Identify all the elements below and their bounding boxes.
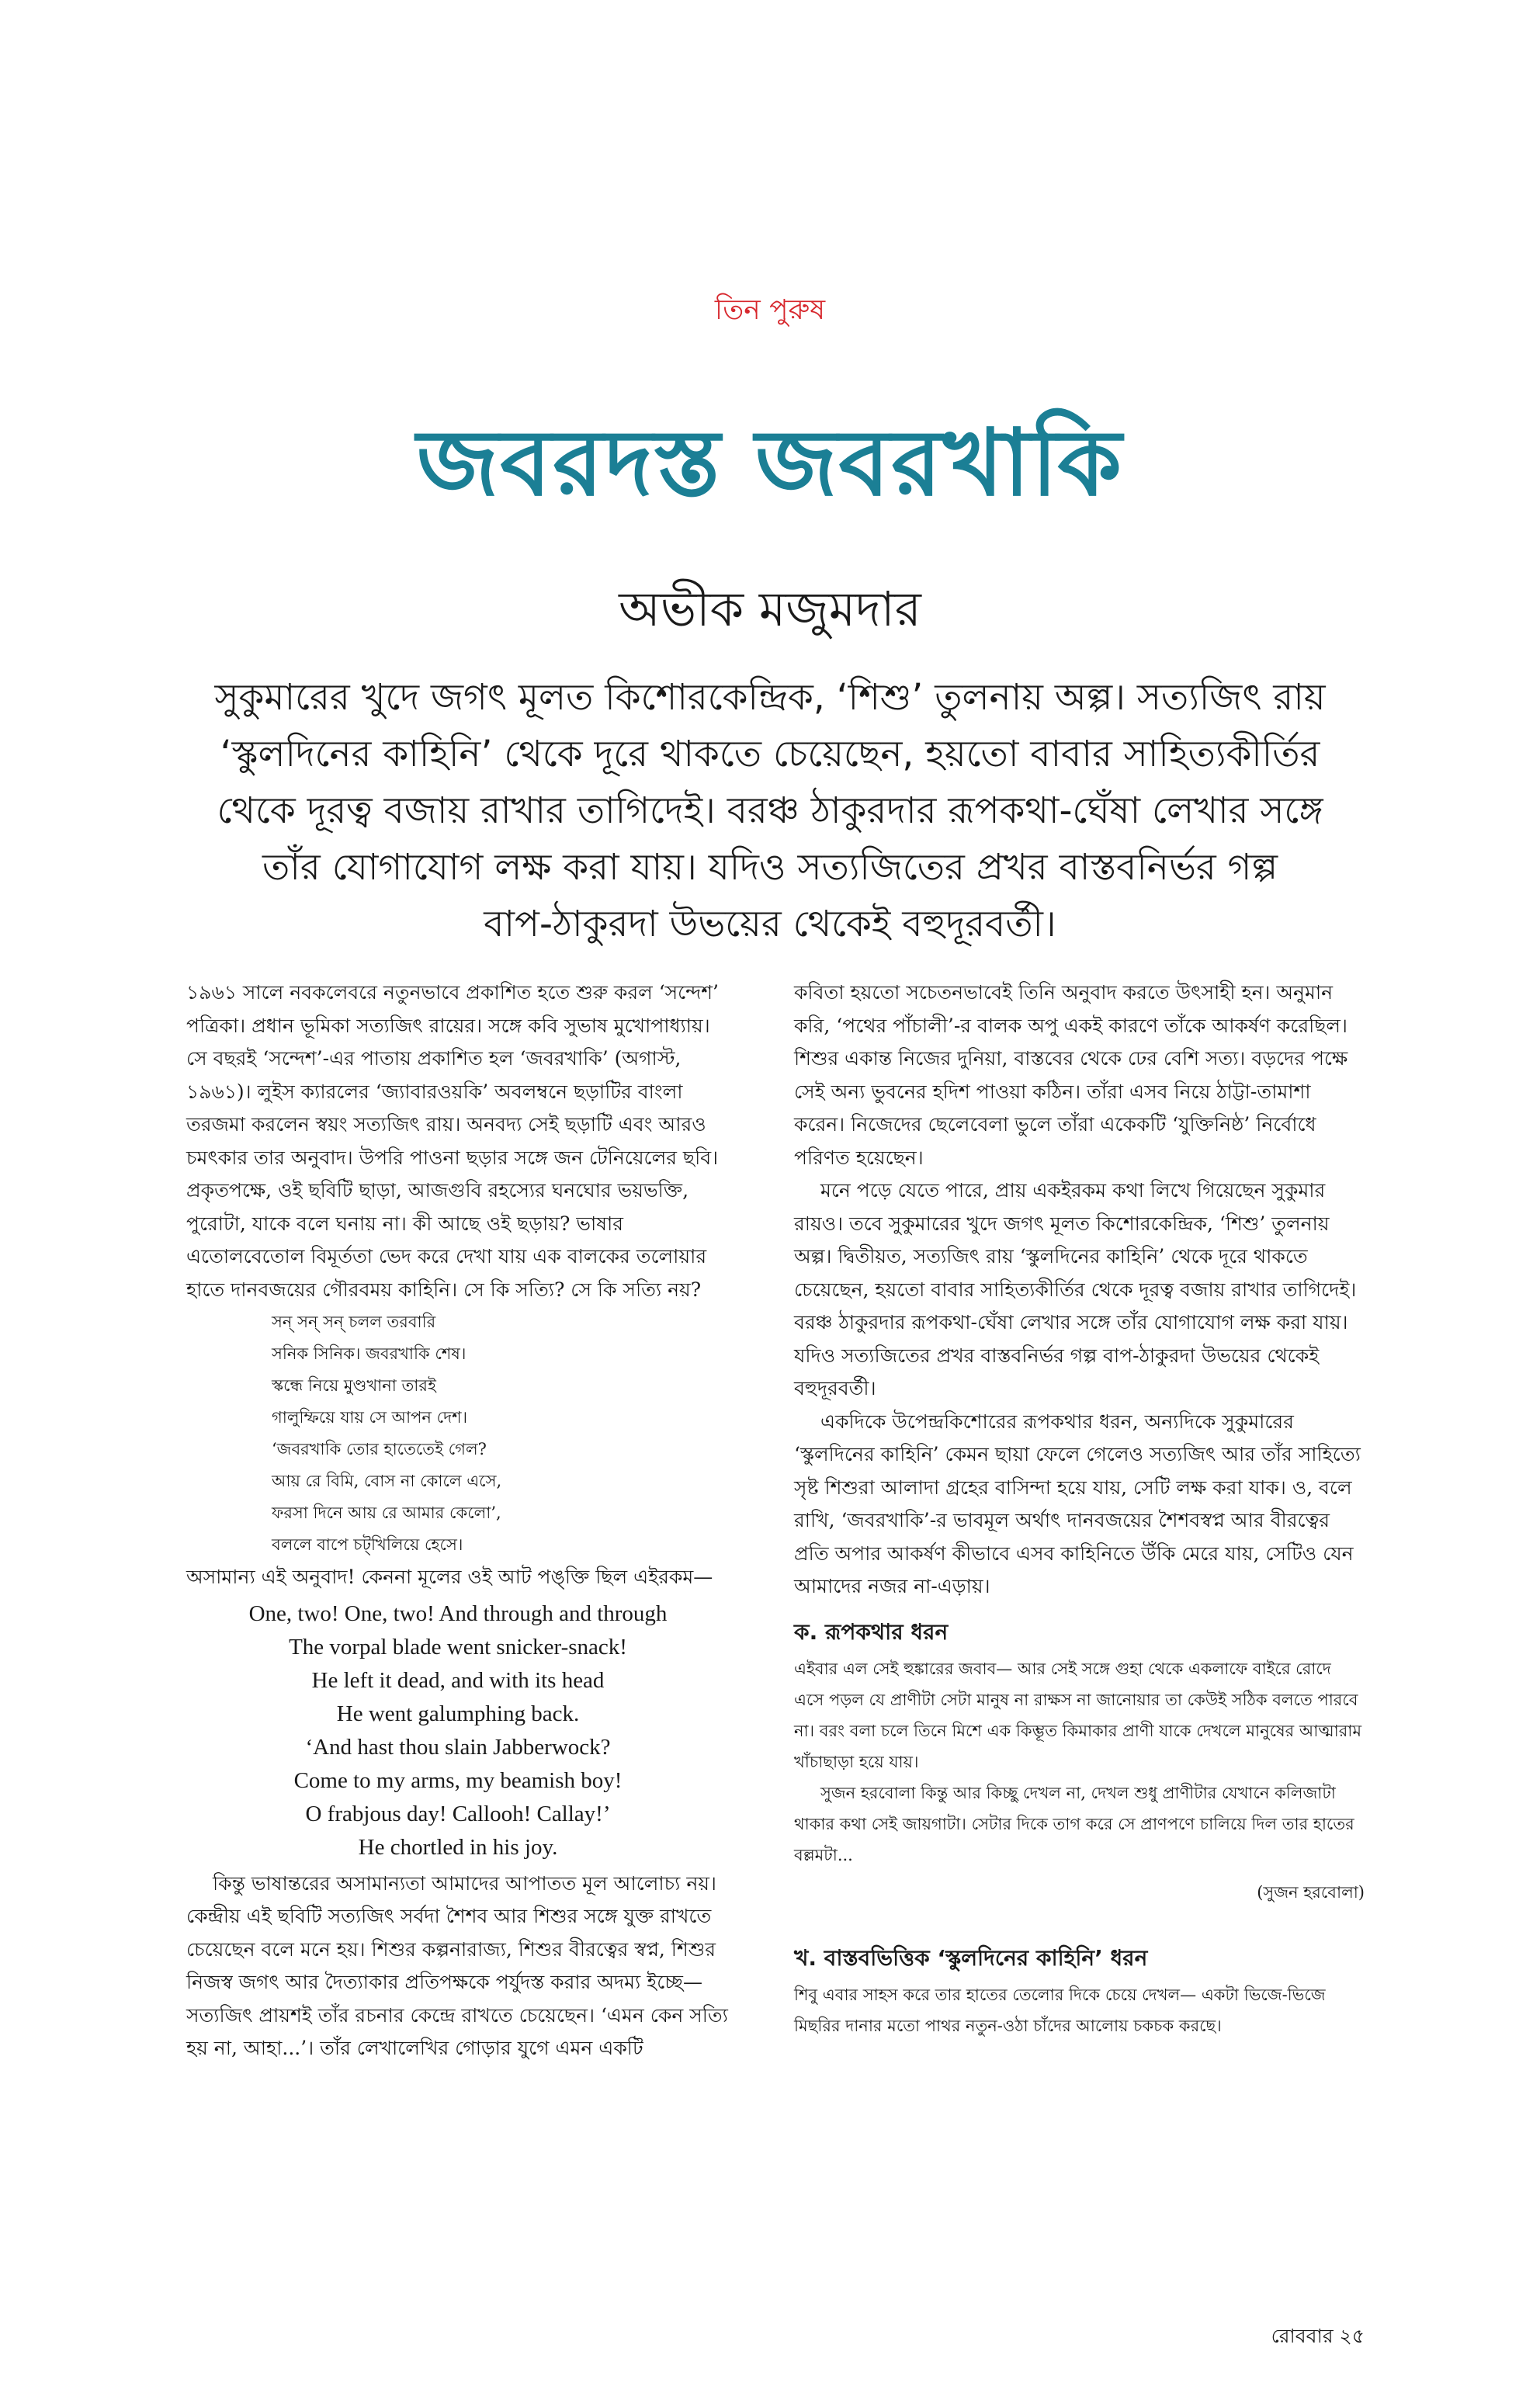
poem-line: ‘And hast thou slain Jabberwock?	[305, 1734, 611, 1760]
poem-line: He went galumphing back.	[336, 1701, 580, 1726]
poem-line: O frabjous day! Callooh! Callay!’	[305, 1801, 611, 1826]
excerpt-paragraph: শিবু এবার সাহস করে তার হাতের তেলোর দিকে চেয়ে দেখল— একটা ভিজে-ভিজে মিছরির দানার মতো পাথর নতুন-ওঠা চাঁদের আলোয় চকচক করছে।	[794, 1985, 1326, 2035]
poem-line: One, two! One, two! And through and through	[248, 1601, 668, 1626]
right-column	[794, 976, 1365, 2041]
poem-line: ‘জবরখাকি তোর হাতেতেই গেল?	[272, 1440, 487, 1458]
body-paragraph: কিন্তু ভাষান্তরের অসামান্যতা আমাদের আপাতত মূল আলোচ্য নয়। কেন্দ্রীয় এই ছবিটি সত্যজিৎ সর্বদা শৈশব আর শিশুর সঙ্গে যুক্ত রাখতে চেয়েছেন বলে মনে হয়। শিশুর কল্পনারাজ্য, শিশুর বীরত্বের স্বপ্ন, শিশুর নিজস্ব জগৎ আর দৈত্যাকার প্রতিপক্ষকে পর্যুদস্ত করার অদম্য ইচ্ছে— সত্যজিৎ প্রায়শই তাঁর রচনার কেন্দ্রে রাখতে চেয়েছেন। ‘এমন কেন সত্যি হয় না, আহা...’। তাঁর লেখালেখির গোড়ার যুগে এমন একটি	[186, 1871, 728, 2059]
poem-line: সন্ সন্ সন্ চলল তরবারি	[272, 1313, 436, 1331]
english-poem	[186, 1597, 730, 1864]
poem-line: The vorpal blade went snicker-snack!	[289, 1634, 627, 1659]
body-paragraph: কবিতা হয়তো সচেতনভাবেই তিনি অনুবাদ করতে উৎসাহী হন। অনুমান করি, ‘পথের পাঁচালী’-র বালক অপু একই কারণে তাঁকে আকর্ষণ করেছিল। শিশুর একান্ত নিজের দুনিয়া, বাস্তবের থেকে ঢের বেশি সত্য। বড়দের পক্ষে সেই অন্য ভুবনের হদিশ পাওয়া কঠিন। তাঁরা এসব নিয়ে ঠাট্টা-তামাশা করেন। নিজেদের ছেলেবেলা ভুলে তাঁরা একেকটি ‘যুক্তিনিষ্ঠ’ নির্বোধে পরিণত হয়েছেন।	[794, 981, 1348, 1169]
left-column	[186, 976, 730, 2065]
body-paragraph: ১৯৬১ সালে নবকলেবরে নতুনভাবে প্রকাশিত হতে শুরু করল ‘সন্দেশ’ পত্রিকা। প্রধান ভূমিকা সত্যজিৎ রায়ের। সঙ্গে কবি সুভাষ মুখোপাধ্যায়। সে বছরই ‘সন্দেশ’-এর পাতায় প্রকাশিত হল ‘জবরখাকি’ (অগাস্ট, ১৯৬১)। লুইস ক্যারলের ‘জ্যাবারওয়কি’ অবলম্বনে ছড়াটির বাংলা তরজমা করলেন স্বয়ং সত্যজিৎ রায়। অনবদ্য সেই ছড়াটি এবং আরও চমৎকার তার অনুবাদ। উপরি পাওনা ছড়ার সঙ্গে জন টেনিয়েলের ছবি। প্রকৃতপক্ষে, ওই ছবিটি ছাড়া, আজগুবি রহস্যের ঘনঘোর ভয়ভক্তি, পুরোটা, যাকে বলে ঘনায় না। কী আছে ওই ছড়ায়? ভাষার এতোলবেতোল বিমূর্ততা ভেদ করে দেখা যায় এক বালকের তলোয়ার হাতে দানবজয়ের গৌরবময় কাহিনি। সে কি সত্যি? সে কি সত্যি নয়?	[186, 981, 720, 1301]
section-kicker: তিন পুরুষ	[714, 294, 826, 326]
page-folio: রোববার ২৫	[1271, 2325, 1365, 2347]
section-heading: খ. বাস্তবভিত্তিক ‘স্কুলদিনের কাহিনি’ ধরন	[794, 1944, 1148, 1971]
standfirst	[159, 669, 1381, 952]
section-heading: ক. রূপকথার ধরন	[794, 1618, 949, 1645]
poem-line: Come to my arms, my beamish boy!	[293, 1767, 623, 1793]
poem-line: গালুম্ফিয়ে যায় সে আপন দেশ।	[272, 1408, 468, 1427]
poem-line: সনিক সিনিক। জবরখাকি শেষ।	[272, 1344, 467, 1363]
article-title: জবরদস্ত জবরখাকি	[416, 409, 1124, 516]
excerpt-attribution: (সুজন হরবোলা)	[1257, 1882, 1365, 1902]
poem-line: বললে বাপে চট্‌খিলিয়ে হেসে।	[272, 1535, 463, 1554]
body-paragraph: মনে পড়ে যেতে পারে, প্রায় একইরকম কথা লিখে গিয়েছেন সুকুমার রায়ও। তবে সুকুমারের খুদে জগৎ মূলত কিশোরকেন্দ্রিক, ‘শিশু’ তুলনায় অল্প। দ্বিতীয়ত, সত্যজিৎ রায় ‘স্কুলদিনের কাহিনি’ থেকে দূরে থাকতে চেয়েছেন, হয়তো বাবার সাহিত্যকীর্তির থেকে দূরত্ব বজায় রাখার তাগিদেই। বরঞ্চ ঠাকুরদার রূপকথা-ঘেঁষা লেখার সঙ্গে তাঁর যোগাযোগ লক্ষ করা যায়। যদিও সত্যজিতের প্রখর বাস্তবনির্ভর গল্প বাপ-ঠাকুরদা উভয়ের থেকেই বহুদূরবর্তী।	[794, 1179, 1357, 1399]
standfirst-line: ‘স্কুলদিনের কাহিনি’ থেকে দূরে থাকতে চেয়েছেন, হয়তো বাবার সাহিত্যকীর্তির	[220, 733, 1320, 775]
excerpt-paragraph: এইবার এল সেই হুঙ্কারের জবাব— আর সেই সঙ্গে গুহা থেকে একলাফে বাইরে রোদে এসে পড়ল যে প্রাণীটা সেটা মানুষ না রাক্ষস না জানোয়ার তা কেউই সঠিক বলতে পারবে না। বরং বলা চলে তিনে মিশে এক কিম্ভূত কিমাকার প্রাণী যাকে দেখলে মানুষের আত্মারাম খাঁচাছাড়া হয়ে যায়।	[794, 1659, 1362, 1771]
excerpt-paragraph: সুজন হরবোলা কিন্তু আর কিচ্ছু দেখল না, দেখল শুধু প্রাণীটার যেখানে কলিজাটা থাকার কথা সেই জায়গাটা। সেটার দিকে তাগ করে সে প্রাণপণে চালিয়ে দিল তার হাতের বল্লমটা...	[794, 1783, 1354, 1864]
bengali-poem	[186, 1306, 730, 1561]
poem-line: He left it dead, and with its head	[311, 1667, 605, 1693]
body-paragraph: একদিকে উপেন্দ্রকিশোরের রূপকথার ধরন, অন্যদিকে সুকুমারের ‘স্কুলদিনের কাহিনি’ কেমন ছায়া ফেলে গেলেও সত্যজিৎ আর তাঁর সাহিত্যে সৃষ্ট শিশুরা আলাদা গ্রহের বাসিন্দা হয়ে যায়, সেটি লক্ষ করা যাক। ও, বলে রাখি, ‘জবরখাকি’-র ভাবমূল অর্থাৎ দানবজয়ের শৈশবস্বপ্ন আর বীরত্বের প্রতি অপার আকর্ষণ কীভাবে এসব কাহিনিতে উঁকি মেরে যায়, সেটিও যেন আমাদের নজর না-এড়ায়।	[794, 1410, 1361, 1597]
body-paragraph: অসামান্য এই অনুবাদ! কেননা মূলের ওই আট পঙ্‌ক্তি ছিল এইরকম—	[186, 1566, 713, 1588]
poem-line: স্কন্ধে নিয়ে মুণ্ডখানা তারই	[272, 1376, 436, 1395]
poem-line: ফরসা দিনে আয় রে আমার কেলো’,	[272, 1503, 501, 1522]
standfirst-line: বাপ-ঠাকুরদা উভয়ের থেকেই বহুদূরবর্তী।	[484, 903, 1056, 945]
standfirst-line: সুকুমারের খুদে জগৎ মূলত কিশোরকেন্দ্রিক, ‘শিশু’ তুলনায় অল্প। সত্যজিৎ রায়	[214, 676, 1326, 719]
standfirst-line: তাঁর যোগাযোগ লক্ষ করা যায়। যদিও সত্যজিতের প্রখর বাস্তবনির্ভর গল্প	[262, 846, 1278, 889]
standfirst-line: থেকে দূরত্ব বজায় রাখার তাগিদেই। বরঞ্চ ঠাকুরদার রূপকথা-ঘেঁষা লেখার সঙ্গে	[217, 789, 1323, 832]
poem-line: আয় রে বিমি, বোস না কোলে এসে,	[272, 1472, 502, 1490]
author-byline: অভীক মজুমদার	[619, 581, 921, 637]
poem-line: He chortled in his joy.	[358, 1834, 558, 1860]
